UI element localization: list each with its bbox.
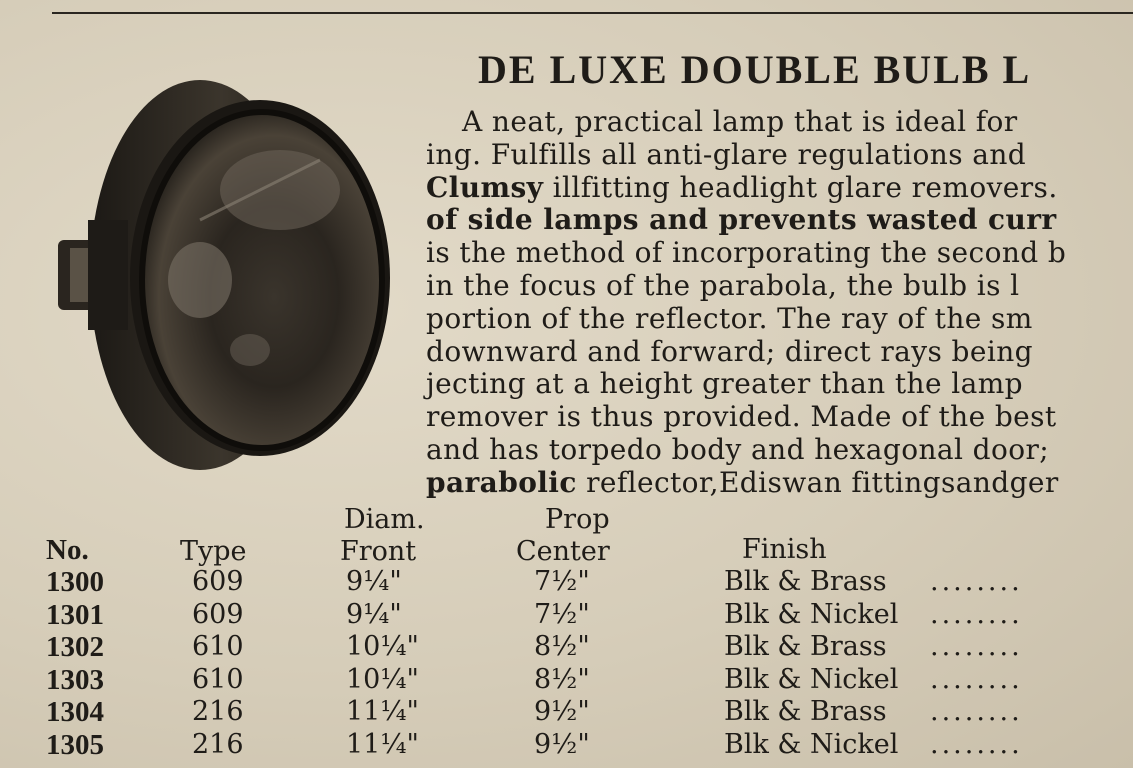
row-type: 609 [192,566,244,597]
header-prop-top: Prop [545,504,610,535]
row-finish: Blk & Brass [724,566,887,597]
row-diam-front: 9¼" [346,598,402,630]
bold-text: of side lamps and prevents wasted curr [426,203,1057,237]
row-prop-center: 7½" [534,598,590,630]
row-leader-dots: ........ [930,729,1023,760]
row-prop-center: 9½" [534,696,590,728]
row-diam-front: 10¼" [346,663,419,695]
row-diam-front: 11¼" [346,729,419,760]
row-leader-dots: ........ [930,696,1023,728]
row-leader-dots: ........ [930,566,1023,597]
description-line [426,237,1133,270]
row-leader-dots: ........ [930,631,1023,663]
body-text: jecting at a height greater than the lamp [426,367,1023,401]
row-diam-front: 10¼" [346,631,419,663]
headlamp-illustration [50,70,410,490]
description-line [426,106,1133,139]
description-line [426,467,1133,500]
row-type: 216 [192,696,244,728]
body-text: reflector,Ediswan fittingsandger [576,465,1059,499]
row-finish: Blk & Nickel [724,663,899,695]
header-finish: Finish [742,534,827,565]
row-diam-front: 11¼" [346,696,419,728]
description-line [426,336,1133,369]
body-text: illfitting headlight glare removers. [543,170,1058,204]
body-text: is the method of incorporating the second b [426,236,1067,270]
row-no: 1305 [46,729,104,761]
body-text: and has torpedo body and hexagonal door; [426,432,1050,466]
description-line [426,401,1133,434]
row-prop-center: 7½" [534,566,590,597]
body-text: ing. Fulfills all anti-glare regulations and [426,137,1027,171]
row-no: 1304 [46,696,104,729]
header-type: Type [180,536,247,567]
description-line [426,204,1133,237]
row-finish: Blk & Brass [724,696,887,728]
header-no: No. [46,534,89,566]
row-type: 609 [192,598,244,630]
body-text: A neat, practical lamp that is ideal for [462,105,1018,138]
row-type: 216 [192,729,244,760]
bold-text: parabolic [426,465,577,499]
description-line [426,303,1133,336]
row-finish: Blk & Nickel [724,729,899,760]
description-line [426,434,1133,467]
row-finish: Blk & Nickel [724,598,899,630]
page-title: DE LUXE DOUBLE BULB L [478,47,1032,92]
row-leader-dots: ........ [930,598,1023,630]
body-text: portion of the reflector. The ray of the sm [426,301,1033,335]
row-type: 610 [192,663,244,695]
row-prop-center: 9½" [534,729,590,760]
row-type: 610 [192,631,244,663]
row-no: 1301 [46,598,104,631]
description-line [426,172,1133,205]
row-finish: Blk & Brass [724,631,887,663]
header-diam-bottom: Front [340,536,417,567]
header-diam-top: Diam. [344,504,425,535]
row-leader-dots: ........ [930,663,1023,695]
body-text: in the focus of the parabola, the bulb is l [426,268,1020,302]
body-text: remover is thus provided. Made of the best [426,400,1057,434]
top-rule [52,12,1133,14]
row-prop-center: 8½" [534,631,590,663]
row-diam-front: 9¼" [346,566,402,597]
description-line [426,139,1133,172]
description-line [426,270,1133,303]
row-no: 1303 [46,663,104,696]
description-line [426,368,1133,401]
row-no: 1302 [46,631,104,664]
bold-text: Clumsy [426,170,544,204]
description-paragraph [426,106,1133,500]
row-no: 1300 [46,566,104,598]
body-text: downward and forward; direct rays being [426,334,1033,368]
header-prop-bottom: Center [516,536,610,567]
row-prop-center: 8½" [534,663,590,695]
